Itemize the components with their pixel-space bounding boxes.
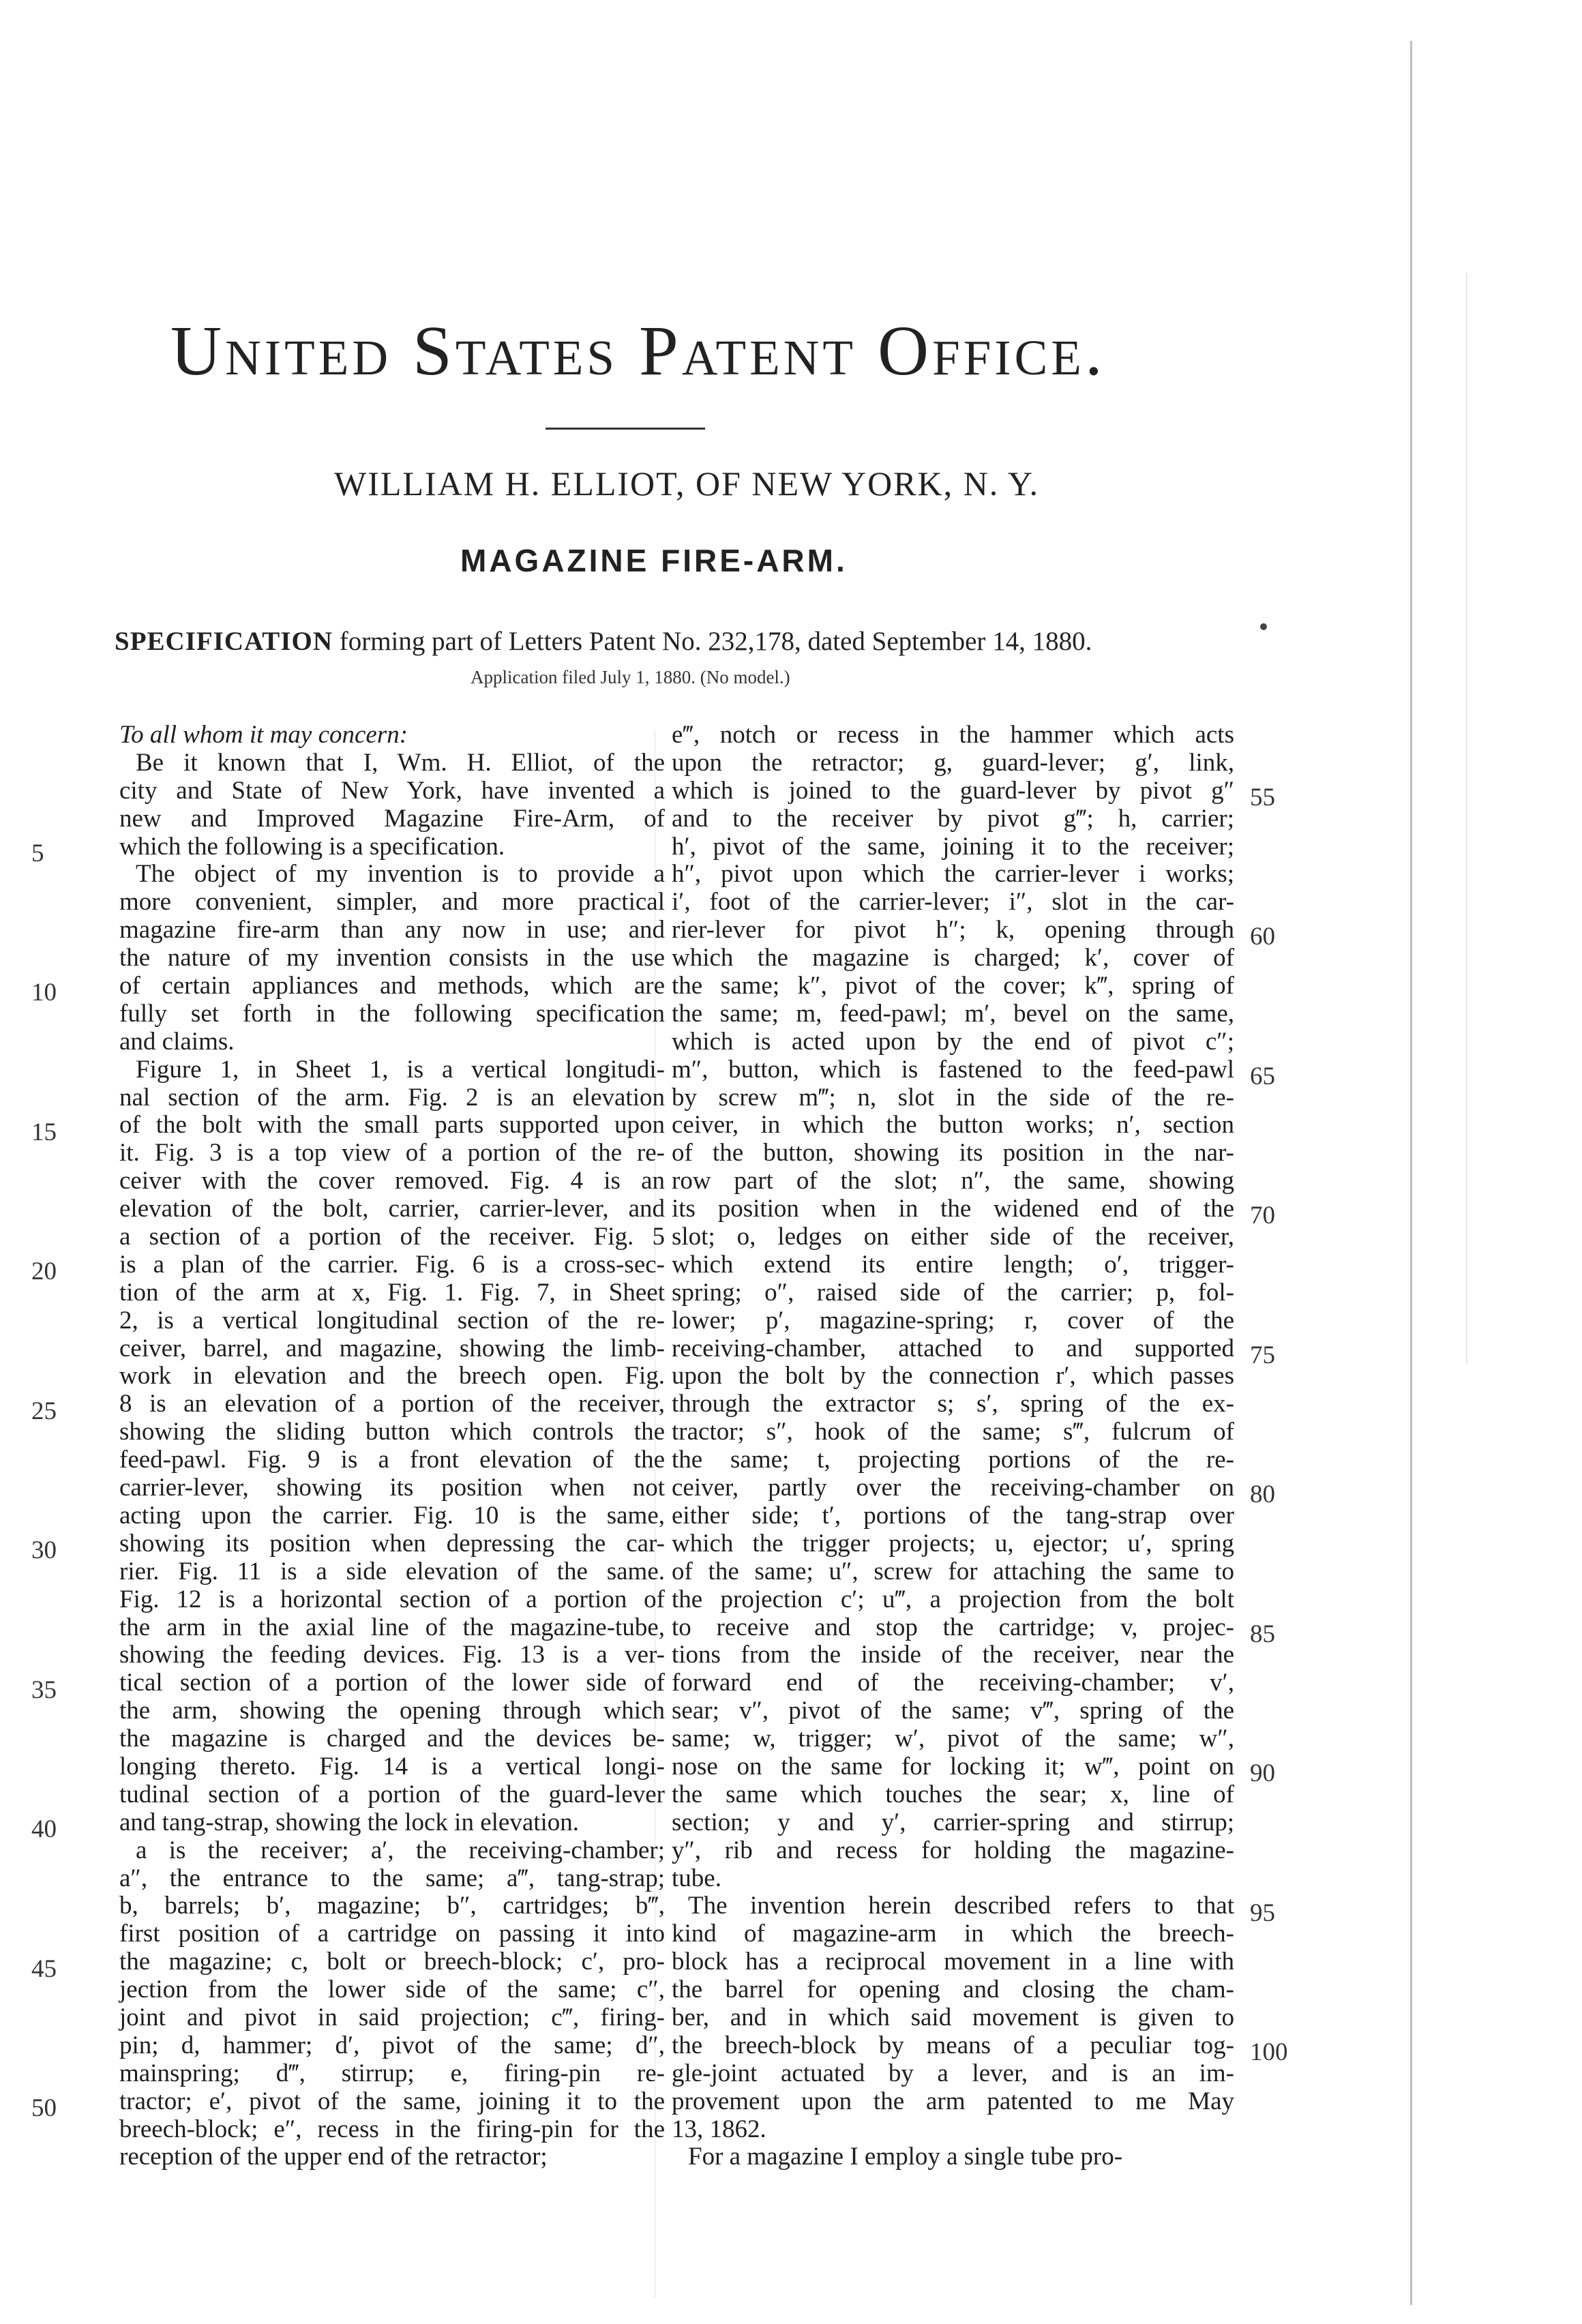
text-line: upon the bolt by the connection r′, which passes [672,1362,1234,1390]
text-line: same; w, trigger; w′, pivot of the same; w″, [672,1725,1234,1753]
text-line: breech-block; e″, recess in the firing-pin for the [119,2115,665,2143]
text-line: mainspring; d‴, stirrup; e, firing-pin re- [119,2059,665,2087]
text-line: e‴, notch or recess in the hammer which acts [672,721,1234,749]
text-line: Figure 1, in Sheet 1, is a vertical longitudi- [136,1055,665,1084]
text-line: receiving-chamber, attached to and supported [672,1334,1234,1362]
text-line: tudinal section of a portion of the guard-lever [119,1780,665,1808]
text-line: new and Improved Magazine Fire-Arm, of [119,804,665,833]
text-line: For a magazine I employ a single tube pro- [688,2143,1123,2171]
text-line: ber, and in which said movement is given to [672,2003,1234,2031]
text-line: i′, foot of the carrier-lever; i″, slot in the car- [672,888,1234,917]
text-line: To all whom it may concern: [119,721,408,749]
text-line: sear; v″, pivot of the same; v‴, spring of the [672,1697,1234,1725]
text-line: which extend its entire length; o′, trigger- [672,1250,1234,1279]
text-line: lower; p′, magazine-spring; r, cover of the [672,1306,1234,1335]
text-line: rier. Fig. 11 is a side elevation of the same. [119,1557,665,1585]
line-number: 75 [1250,1341,1275,1369]
text-line: is a plan of the carrier. Fig. 6 is a cross-sec- [119,1250,665,1279]
text-line: 2, is a vertical longitudinal section of the re- [119,1306,665,1335]
line-number: 55 [1250,783,1275,811]
text-line: of the same; u″, screw for attaching the same to [672,1557,1234,1585]
line-number: 100 [1250,2038,1288,2067]
line-number: 70 [1250,1202,1275,1230]
text-line: showing the feeding devices. Fig. 13 is a ver- [119,1641,665,1669]
text-line: provement upon the arm patented to me May [672,2087,1234,2115]
text-line: The invention herein described refers to that [688,1892,1234,1920]
text-line: Fig. 12 is a horizontal section of a portion of [119,1585,665,1613]
line-number: 80 [1250,1480,1275,1509]
line-number: 35 [31,1675,57,1704]
text-line: 8 is an elevation of a portion of the receiver, [119,1390,665,1418]
text-line: its position when in the widened end of the [672,1195,1234,1223]
text-line: pin; d, hammer; d′, pivot of the same; d″, [119,2031,665,2059]
invention-subject: MAGAZINE FIRE-ARM. [460,543,848,578]
text-line: ceiver, partly over the receiving-chamber on [672,1474,1234,1502]
specification-label: SPECIFICATION [115,627,333,656]
text-line: which the following is a specification. [119,832,505,861]
text-line: which the magazine is charged; k′, cover of [672,944,1234,972]
line-number: 5 [31,839,44,867]
text-line: a″, the entrance to the same; a‴, tang-strap; [119,1864,665,1892]
text-line: either side; t′, portions of the tang-strap over [672,1501,1234,1530]
text-line: forward end of the receiving-chamber; v′, [672,1669,1234,1697]
specification-details: forming part of Letters Patent No. 232,178, dated September 14, 1880. [333,627,1092,656]
text-line: h″, pivot upon which the carrier-lever i works; [672,860,1234,889]
line-number: 40 [31,1815,57,1844]
text-line: tical section of a portion of the lower side of [119,1669,665,1697]
text-line: tractor; e′, pivot of the same, joining it to the [119,2087,665,2115]
specification-line [115,626,1274,667]
left-text-column [119,721,665,2171]
line-number: 50 [31,2094,57,2123]
text-line: through the extractor s; s′, spring of the ex- [672,1390,1234,1418]
text-line: acting upon the carrier. Fig. 10 is the same, [119,1501,665,1530]
text-line: the breech-block by means of a peculiar tog- [672,2031,1234,2059]
text-line: carrier-lever, showing its position when not [119,1474,665,1502]
text-line: the barrel for opening and closing the cham- [672,1976,1234,2004]
text-line: ceiver, in which the button works; n′, section [672,1111,1234,1139]
text-line: section; y and y′, carrier-spring and stirrup; [672,1808,1234,1836]
text-line: which is joined to the guard-lever by pivot g″ [672,776,1234,805]
text-line: the same; t, projecting portions of the re- [672,1446,1234,1474]
text-line: the same; m, feed-pawl; m′, bevel on the same, [672,999,1234,1028]
text-line: the projection c′; u‴, a projection from the bolt [672,1585,1234,1613]
text-line: elevation of the bolt, carrier, carrier-lever, and [119,1195,665,1223]
text-line: a section of a portion of the receiver. Fig. 5 [119,1223,665,1251]
text-line: Be it known that I, Wm. H. Elliot, of the [136,748,665,777]
inventor-line: WILLIAM H. ELLIOT, OF NEW YORK, N. Y. [334,464,1040,503]
line-number: 25 [31,1397,57,1425]
text-line: by screw m‴; n, slot in the side of the re- [672,1083,1234,1112]
text-line: more convenient, simpler, and more practical [119,888,665,917]
office-title: United States Patent Office. [170,312,1106,390]
text-line: upon the retractor; g, guard-lever; g′, link, [672,748,1234,777]
application-line: Application filed July 1, 1880. (No model.) [471,667,790,687]
text-line: slot; o, ledges on either side of the receiver, [672,1223,1234,1251]
text-line: m″, button, which is fastened to the feed-pawl [672,1055,1234,1084]
line-number: 90 [1250,1759,1275,1788]
text-line: longing thereto. Fig. 14 is a vertical longi- [119,1752,665,1781]
text-line: The object of my invention is to provide a [136,860,665,889]
text-line: nal section of the arm. Fig. 2 is an elevation [119,1083,665,1112]
text-line: tube. [672,1864,721,1892]
text-line: city and State of New York, have invented a [119,776,665,805]
text-line: row part of the slot; n″, the same, showing [672,1167,1234,1195]
text-line: b, barrels; b′, magazine; b″, cartridges; b‴, [119,1892,665,1920]
line-number: 60 [1250,923,1275,951]
text-line: the arm in the axial line of the magazine-tube, [119,1613,665,1641]
text-line: of the bolt with the small parts supported upon [119,1111,665,1139]
page-edge-shadow-faint [1466,273,1467,1364]
text-line: showing its position when depressing the car- [119,1529,665,1558]
text-line: joint and pivot in said projection; c‴, firing- [119,2003,665,2031]
line-number: 30 [31,1536,57,1565]
right-text-column [672,721,1234,2171]
text-line: ceiver, barrel, and magazine, showing the limb- [119,1334,665,1362]
text-line: the magazine; c, bolt or breech-block; c′, pro- [119,1948,665,1976]
text-line: rier-lever for pivot h″; k, opening through [672,916,1234,944]
text-line: reception of the upper end of the retractor; [119,2143,548,2171]
text-line: magazine fire-arm than any now in use; and [119,916,665,944]
text-line: of the button, showing its position in the nar- [672,1139,1234,1167]
text-line: h′, pivot of the same, joining it to the receiver; [672,832,1234,861]
text-line: and to the receiver by pivot g‴; h, carrier; [672,804,1234,833]
text-line: it. Fig. 3 is a top view of a portion of the re- [119,1139,665,1167]
text-line: and tang-strap, showing the lock in elevation. [119,1808,580,1836]
text-line: which the trigger projects; u, ejector; u′, spring [672,1529,1234,1558]
text-line: the magazine is charged and the devices be- [119,1725,665,1753]
line-number: 20 [31,1257,57,1286]
text-line: kind of magazine-arm in which the breech- [672,1920,1234,1948]
text-line: y″, rib and recess for holding the magazine- [672,1836,1234,1864]
text-line: tions from the inside of the receiver, near the [672,1641,1234,1669]
ink-dot [1260,623,1267,630]
text-line: a is the receiver; a′, the receiving-chamber; [136,1836,665,1864]
text-line: 13, 1862. [672,2115,766,2143]
text-line: of certain appliances and methods, which are [119,972,665,1000]
text-line: the nature of my invention consists in the use [119,944,665,972]
title-rule [546,428,705,430]
text-line: tractor; s″, hook of the same; s‴, fulcrum of [672,1418,1234,1446]
text-line: the arm, showing the opening through which [119,1697,665,1725]
text-line: which is acted upon by the end of pivot c″; [672,1027,1234,1056]
text-line: the same which touches the sear; x, line of [672,1780,1234,1808]
text-line: the same; k″, pivot of the cover; k‴, spring of [672,972,1234,1000]
line-number: 65 [1250,1062,1275,1090]
text-line: block has a reciprocal movement in a line with [672,1948,1234,1976]
text-line: feed-pawl. Fig. 9 is a front elevation of the [119,1446,665,1474]
line-number: 45 [31,1954,57,1983]
text-line: spring; o″, raised side of the carrier; p, fol- [672,1278,1234,1307]
text-line: gle-joint actuated by a lever, and is an im- [672,2059,1234,2087]
text-line: nose on the same for locking it; w‴, point on [672,1752,1234,1781]
text-line: jection from the lower side of the same; c″, [119,1976,665,2004]
line-number: 95 [1250,1898,1275,1927]
line-number: 85 [1250,1620,1275,1648]
text-line: work in elevation and the breech open. Fig. [119,1362,665,1390]
text-line: and claims. [119,1027,235,1056]
page-edge-shadow [1410,41,1412,2305]
text-line: first position of a cartridge on passing it into [119,1920,665,1948]
text-line: to receive and stop the cartridge; v, projec- [672,1613,1234,1641]
text-line: ceiver with the cover removed. Fig. 4 is an [119,1167,665,1195]
line-number: 10 [31,979,57,1007]
text-line: tion of the arm at x, Fig. 1. Fig. 7, in Sheet [119,1278,665,1307]
text-line: showing the sliding button which controls the [119,1418,665,1446]
text-line: fully set forth in the following specification [119,999,665,1028]
line-number: 15 [31,1118,57,1146]
